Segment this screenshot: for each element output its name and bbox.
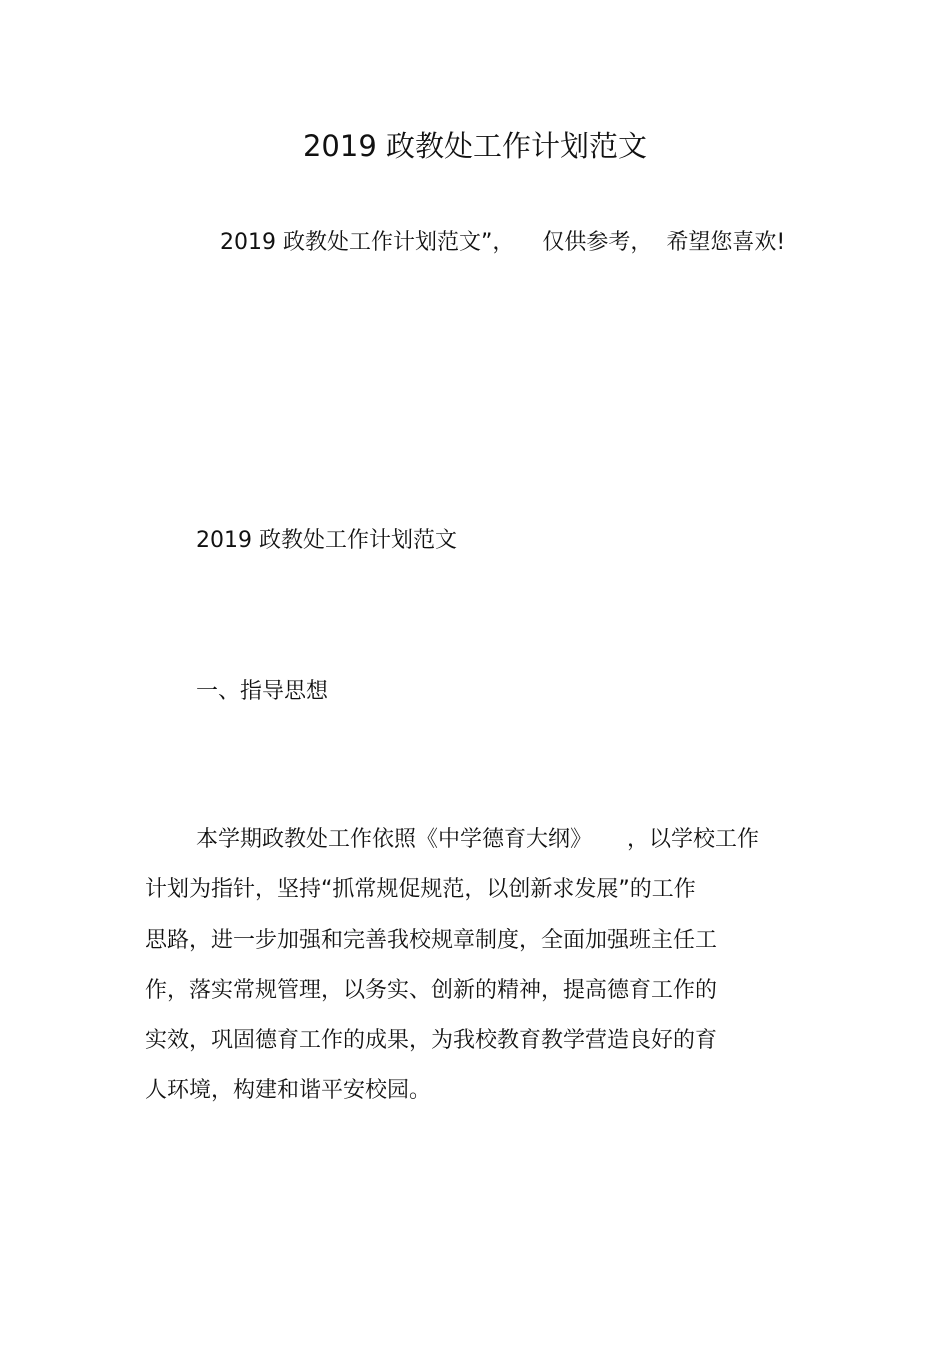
- paragraph-line: 本学期政教处工作依照《中学德育大纲》 ，以学校工作: [196, 827, 759, 852]
- section-heading-guiding-ideology: 一、指导思想: [196, 679, 329, 704]
- paragraph-line: 思路，进一步加强和完善我校规章制度，全面加强班主任工: [145, 928, 718, 953]
- intro-line: 2019 政教处工作计划范文”， 仅供参考， 希望您喜欢!: [220, 230, 786, 255]
- paragraph-line: 作，落实常规管理，以务实、创新的精神，提高德育工作的: [145, 978, 718, 1003]
- paragraph-line: 人环境，构建和谐平安校园。: [145, 1078, 432, 1103]
- document-title: 2019 政教处工作计划范文: [302, 129, 648, 163]
- paragraph-line: 实效，巩固德育工作的成果，为我校教育教学营造良好的育: [145, 1028, 718, 1053]
- subtitle-heading: 2019 政教处工作计划范文: [196, 528, 457, 553]
- paragraph-line: 计划为指针，坚持“抓常规促规范，以创新求发展”的工作: [145, 877, 696, 902]
